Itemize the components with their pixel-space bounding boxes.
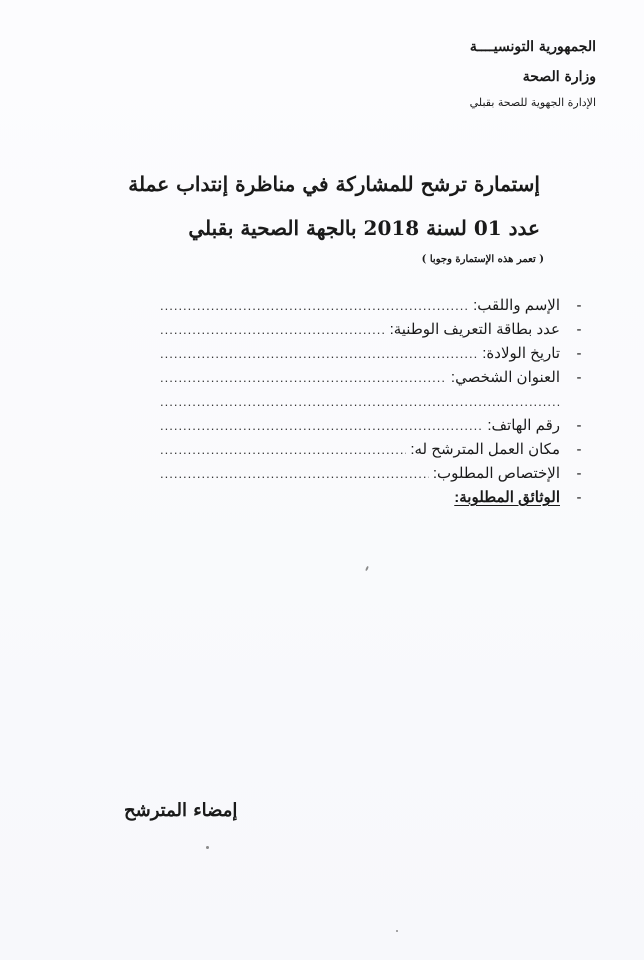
workplace-fill-line[interactable] <box>160 438 406 462</box>
phone-fill-line[interactable] <box>160 414 483 438</box>
birth-date-fill-line[interactable] <box>160 342 478 366</box>
directorate-heading: الإدارة الجهوية للصحة بقبلي <box>469 96 596 109</box>
id-card-field[interactable] <box>160 318 582 342</box>
paper-speck <box>206 846 209 849</box>
title-line-2: عدد 01 لسنة 2018 بالجهة الصحية بقبلي <box>188 216 540 240</box>
phone-label: رقم الهاتف: <box>487 417 560 434</box>
address-label: العنوان الشخصي: <box>450 369 560 386</box>
form-title <box>100 168 540 246</box>
paper-speck <box>396 930 398 932</box>
address-field[interactable] <box>160 366 582 390</box>
ministry-heading: وزارة الصحة <box>522 69 596 85</box>
paper-speck <box>365 566 369 571</box>
title-line-1: إستمارة ترشح للمشاركة في مناظرة إنتداب عملة <box>128 172 540 196</box>
workplace-field[interactable] <box>160 438 582 462</box>
name-field[interactable] <box>160 294 582 318</box>
name-label: الإسم واللقب: <box>473 297 560 314</box>
address-continuation-field[interactable] <box>160 390 560 414</box>
candidate-signature-label: إمضاء المترشح <box>124 800 238 821</box>
bullet-mark: - <box>576 345 582 362</box>
bullet-mark: - <box>576 489 582 506</box>
id-card-label: عدد بطاقة التعريف الوطنية: <box>389 321 560 338</box>
workplace-label: مكان العمل المترشح له: <box>410 441 560 458</box>
header-block <box>336 36 596 114</box>
bullet-mark: - <box>576 369 582 386</box>
bullet-mark: - <box>576 465 582 482</box>
bullet-mark: - <box>576 321 582 338</box>
address-continuation-fill-line[interactable] <box>160 390 560 414</box>
phone-field[interactable] <box>160 414 582 438</box>
mandatory-note: ( تعمر هذه الإستمارة وجوبا ) <box>421 254 544 265</box>
bullet-mark: - <box>576 297 582 314</box>
name-fill-line[interactable] <box>160 294 469 318</box>
form-fields <box>160 294 582 510</box>
id-card-fill-line[interactable] <box>160 318 386 342</box>
address-fill-line[interactable] <box>160 366 447 390</box>
republic-heading: الجمهورية التونسيــــة <box>469 39 596 55</box>
specialty-label: الإختصاص المطلوب: <box>432 465 560 482</box>
specialty-field[interactable] <box>160 462 582 486</box>
birth-date-label: تاريخ الولادة: <box>482 345 560 362</box>
bullet-mark: - <box>576 441 582 458</box>
bullet-mark: - <box>576 417 582 434</box>
required-documents-field <box>160 486 582 510</box>
birth-date-field[interactable] <box>160 342 582 366</box>
specialty-fill-line[interactable] <box>160 462 429 486</box>
required-documents-label: الوثائق المطلوبة: <box>454 489 560 506</box>
